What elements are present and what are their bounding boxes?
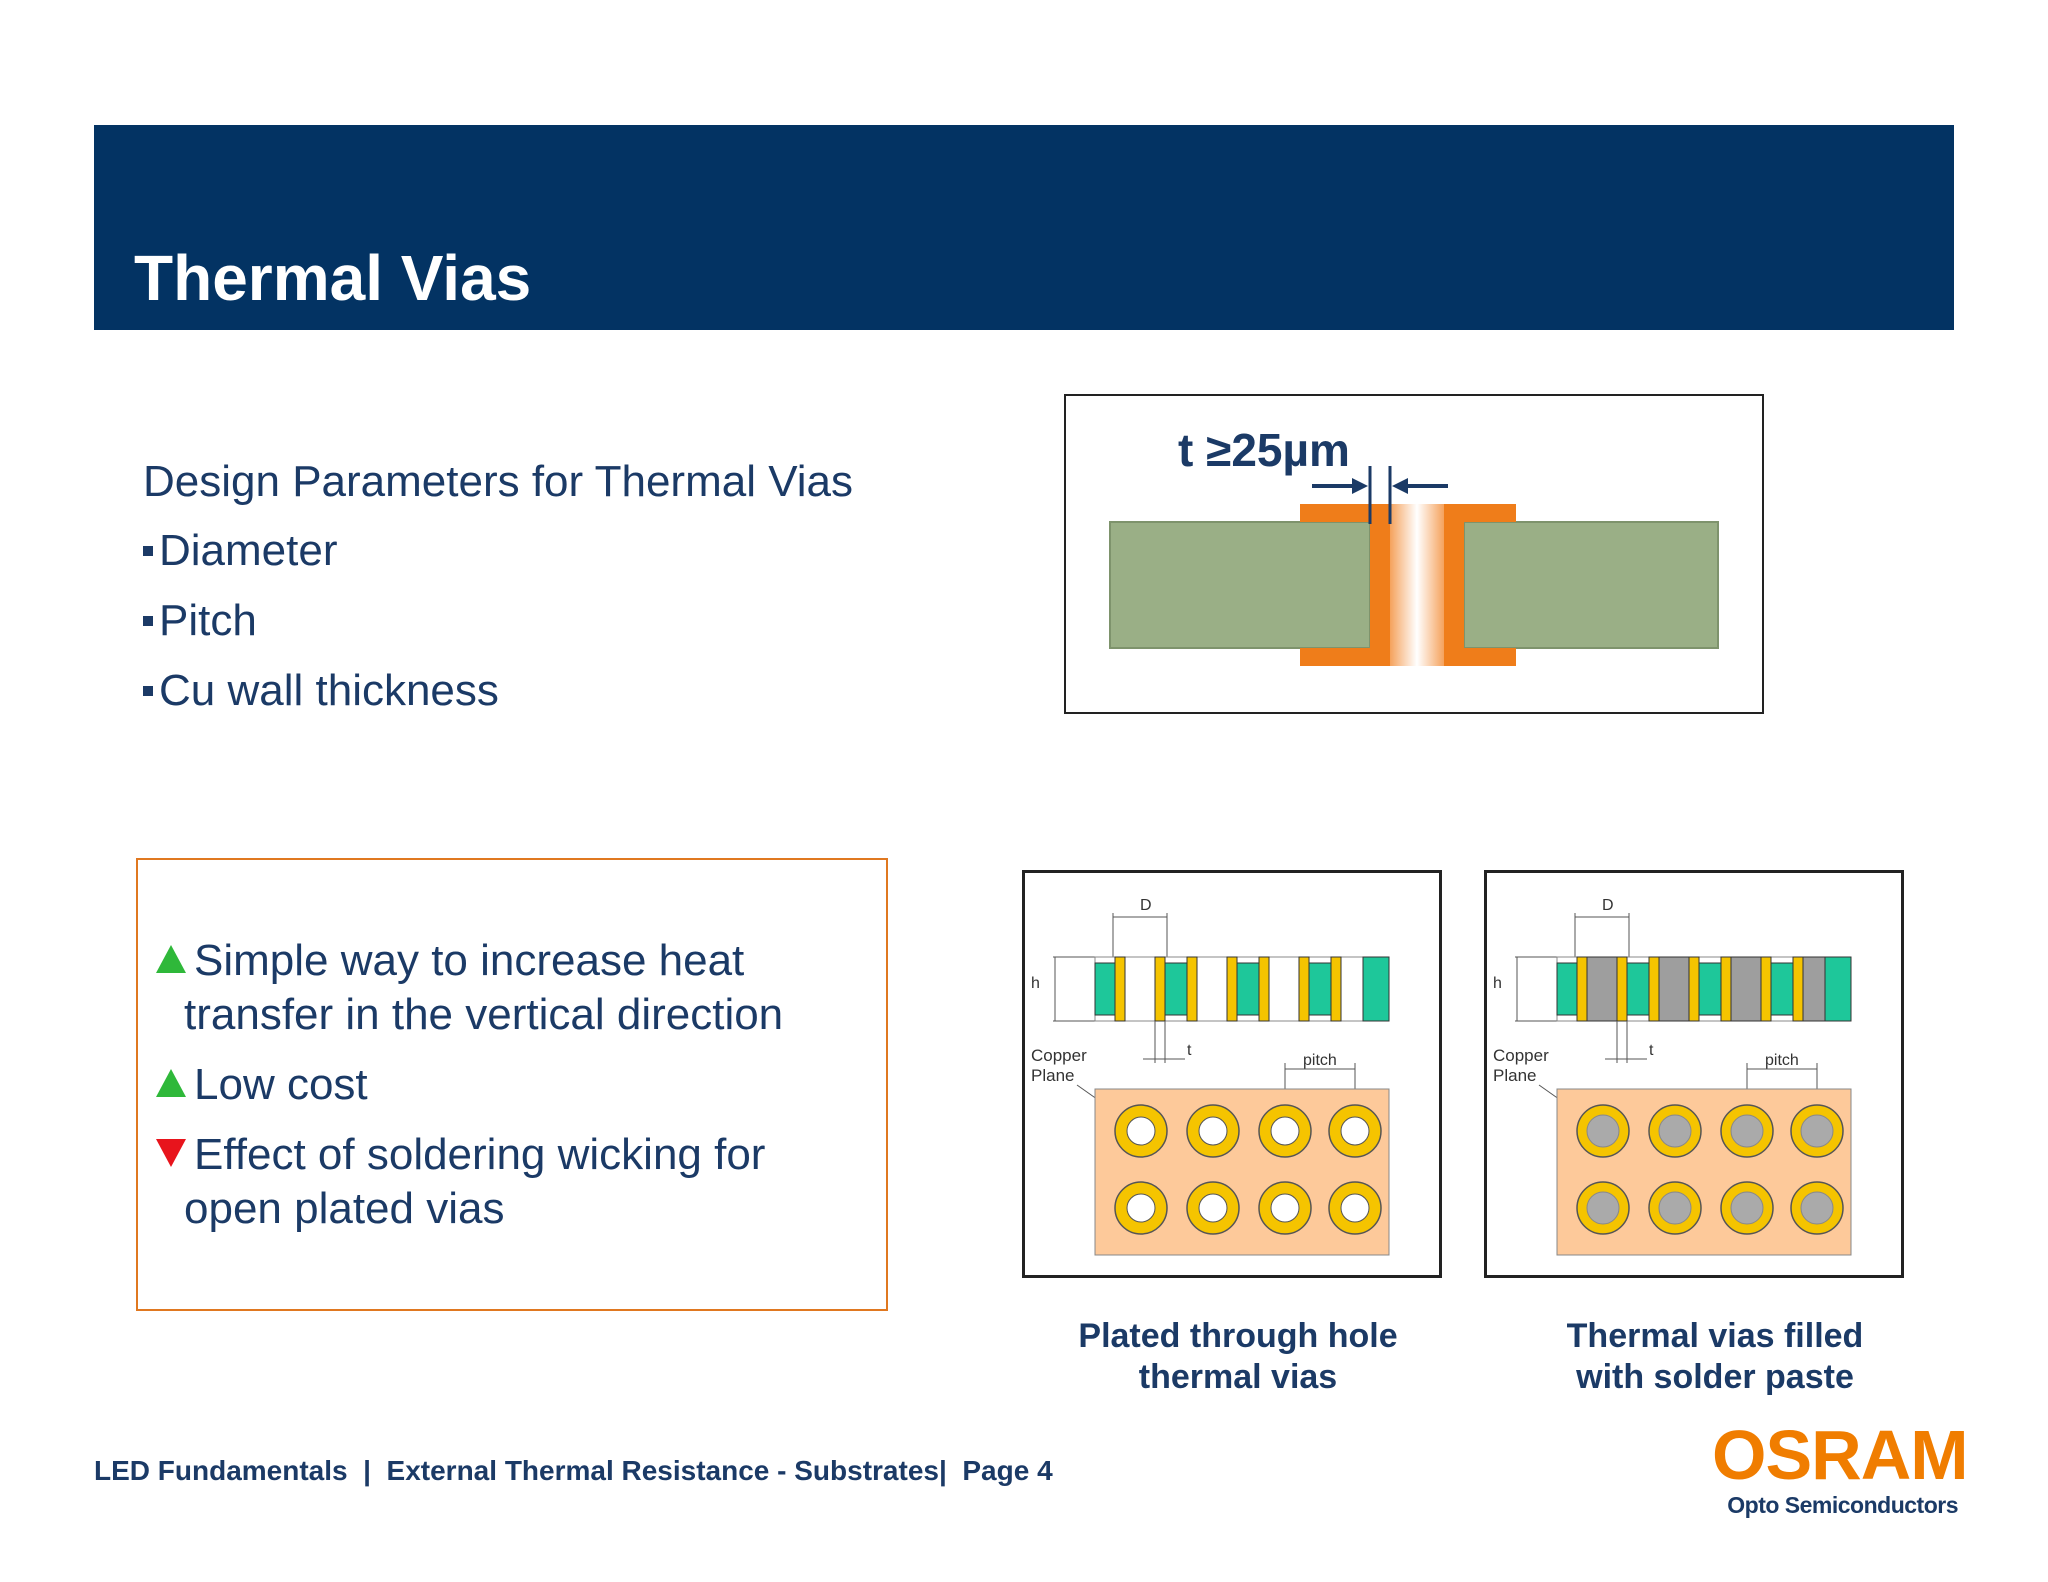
dim-h-label: h [1031, 975, 1040, 992]
plated-vias-svg [1025, 873, 1439, 1275]
param-item-cu-wall [143, 666, 853, 715]
dim-t-label: t [1187, 1042, 1192, 1059]
pro-text: Simple way to increase heat [194, 936, 745, 985]
logo-wordmark: OSRAM [1712, 1416, 1968, 1494]
dim-pitch-label: pitch [1303, 1052, 1337, 1069]
pros-cons-box [136, 858, 888, 1311]
param-label: Pitch [159, 596, 257, 645]
dim-pitch-label: pitch [1765, 1052, 1799, 1069]
page-title: Thermal Vias [134, 242, 532, 314]
board-right [1464, 522, 1718, 648]
filled-vias-diagram [1484, 870, 1904, 1278]
pro-text-cont: transfer in the vertical direction [184, 990, 784, 1039]
title-bar [94, 125, 1954, 330]
pro-triangle-icon [156, 945, 186, 973]
square-bullet-icon [143, 616, 153, 626]
copper-plane-label-2: Plane [1031, 1066, 1075, 1085]
con-text-cont: open plated vias [184, 1184, 505, 1233]
pro-triangle-icon [156, 1069, 186, 1097]
copper-plane [1095, 1089, 1389, 1255]
param-label: Cu wall thickness [159, 666, 499, 715]
con-triangle-icon [156, 1139, 186, 1167]
via-strip [1095, 957, 1389, 1021]
dim-t-label: t [1649, 1042, 1654, 1059]
copper-plane-label-1: Copper [1031, 1046, 1087, 1065]
via-cross-section-figure [1064, 394, 1764, 714]
copper-pad-bottom-left [1300, 648, 1370, 666]
pro-text: Low cost [194, 1060, 368, 1109]
arrow-left-icon [1392, 478, 1408, 494]
via-strip [1557, 957, 1851, 1021]
copper-wall-right [1444, 504, 1464, 666]
params-heading: Design Parameters for Thermal Vias [143, 457, 853, 506]
copper-pad-top-left [1300, 504, 1370, 522]
copper-plane-label-1: Copper [1493, 1046, 1549, 1065]
con-item-wicking [156, 1128, 765, 1236]
filled-vias-caption: Thermal vias filled with solder paste [1566, 1317, 1864, 1396]
board-left [1110, 522, 1370, 648]
copper-wall-left [1370, 504, 1390, 666]
dim-d-label: D [1602, 897, 1614, 914]
via-cross-section-svg [1066, 396, 1762, 712]
osram-logo [1712, 1416, 1968, 1518]
plated-vias-diagram [1022, 870, 1442, 1278]
design-parameters [143, 457, 853, 739]
copper-plane [1557, 1089, 1851, 1255]
dim-d-label: D [1140, 897, 1152, 914]
plated-vias-caption: Plated through hole thermal vias [1078, 1317, 1398, 1396]
copper-plane-label-2: Plane [1493, 1066, 1537, 1085]
con-text: Effect of soldering wicking for [194, 1130, 766, 1179]
dim-h-label: h [1493, 975, 1502, 992]
pro-item-low-cost [156, 1058, 368, 1112]
pro-item-heat-transfer [156, 934, 783, 1042]
arrow-right-icon [1352, 478, 1368, 494]
filled-vias-svg [1487, 873, 1901, 1275]
logo-subtitle: Opto Semiconductors [1727, 1492, 1958, 1518]
param-label: Diameter [159, 526, 338, 575]
via-hole [1390, 504, 1444, 666]
square-bullet-icon [143, 546, 153, 556]
footer-text: LED Fundamentals | External Thermal Resistance - Substrates| Page 4 [94, 1455, 1053, 1486]
wall-thickness-label: t ≥25µm [1178, 424, 1350, 476]
square-bullet-icon [143, 686, 153, 696]
param-item-pitch [143, 596, 853, 645]
param-item-diameter [143, 526, 853, 575]
